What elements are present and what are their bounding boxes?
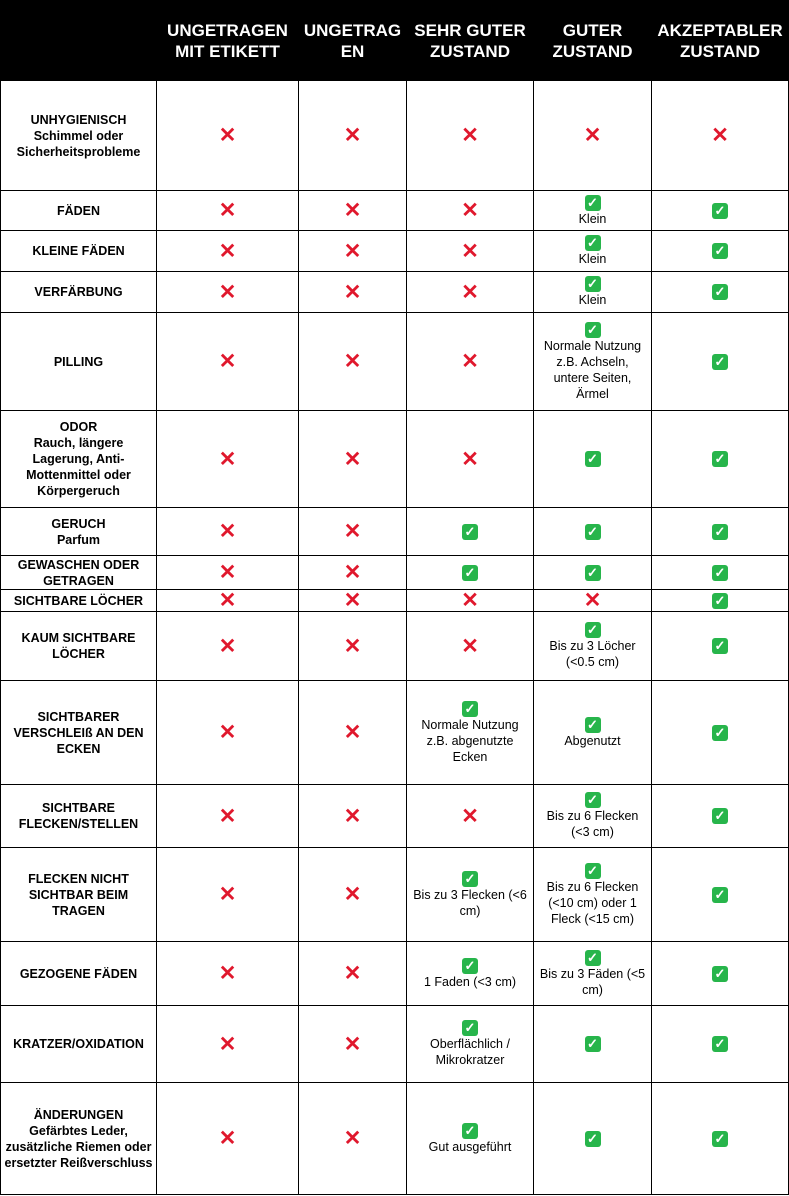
status-cell [299,681,407,785]
row-label-title: KLEINE FÄDEN [32,244,125,258]
status-cell [652,411,789,508]
cross-icon: ✕ [461,804,479,828]
cross-icon: ✕ [218,962,237,985]
check-icon: ✓ [462,958,478,974]
row-label-title: ODOR [59,420,98,434]
status-cell [407,411,534,508]
status-note: Normale Nutzung z.B. Achseln, untere Seiten, Ärmel [543,338,642,401]
row-label-title: GERUCH [51,516,106,531]
status-note: Bis zu 6 Flecken (<3 cm) [546,809,639,840]
row-label-title: SICHTBARE LÖCHER [13,593,144,608]
status-cell [299,508,407,556]
table-row [1,590,789,612]
check-icon: ✓ [712,203,728,219]
status-cell [407,612,534,681]
status-cell [407,942,534,1006]
table-row [1,785,789,848]
status-cell [534,1083,652,1195]
table-row [1,272,789,313]
status-cell [652,556,789,590]
status-cell [652,942,789,1006]
status-cell [157,590,299,612]
cross-icon: ✕ [343,280,362,304]
status-cell [157,191,299,231]
status-cell [534,681,652,785]
status-cell [299,1083,407,1195]
cross-icon: ✕ [218,883,237,906]
status-cell [157,848,299,942]
status-cell [299,612,407,681]
status-cell [299,556,407,590]
table-row [1,556,789,590]
cross-icon: ✕ [343,124,362,147]
status-cell [407,785,534,848]
status-note: Klein [578,211,607,226]
check-icon: ✓ [585,451,601,467]
check-icon: ✓ [585,565,601,581]
check-icon: ✓ [585,792,601,808]
status-cell [157,411,299,508]
status-cell [407,848,534,942]
status-cell [157,681,299,785]
status-cell [534,942,652,1006]
status-note: Gut ausgeführt [428,1139,512,1154]
row-label [1,681,157,785]
check-icon: ✓ [712,243,728,259]
row-label-subtitle: Gefärbtes Leder, zusätzliche Riemen oder ersetzter Reißverschluss [4,1123,153,1170]
status-cell [299,313,407,411]
cross-icon: ✕ [343,520,362,543]
row-label [1,508,157,556]
row-label [1,81,157,191]
row-label [1,313,157,411]
status-cell [534,612,652,681]
row-label-title: KAUM SICHTBARE LÖCHER [21,631,136,661]
cross-icon: ✕ [343,561,362,584]
row-label-subtitle: Parfum [56,532,101,547]
row-label [1,848,157,942]
status-cell [534,272,652,313]
check-icon: ✓ [712,887,728,903]
status-note: Oberflächlich / Mikrokratzer [430,1037,510,1068]
row-label [1,612,157,681]
row-label [1,1083,157,1195]
cross-icon: ✕ [461,589,479,612]
check-icon: ✓ [585,863,601,879]
status-cell [652,612,789,681]
status-cell [652,848,789,942]
status-cell [652,681,789,785]
status-cell [652,590,789,612]
cross-icon: ✕ [343,1032,362,1056]
check-icon: ✓ [585,717,601,733]
cross-icon: ✕ [343,962,362,985]
status-cell [157,81,299,191]
status-note: Klein [578,293,607,308]
check-icon: ✓ [585,235,601,251]
status-cell [534,590,652,612]
row-label-title: FÄDEN [56,203,101,218]
row-label [1,590,157,612]
row-label [1,411,157,508]
cross-icon: ✕ [218,124,237,147]
check-icon: ✓ [585,322,601,338]
check-icon: ✓ [712,565,728,581]
status-cell [299,942,407,1006]
cross-icon: ✕ [218,447,237,471]
status-cell [157,508,299,556]
status-cell [157,231,299,272]
cross-icon: ✕ [343,447,362,471]
status-cell [299,590,407,612]
table-row [1,1083,789,1195]
table-row [1,508,789,556]
check-icon: ✓ [585,950,601,966]
check-icon: ✓ [462,871,478,887]
table-row [1,942,789,1006]
header-good: GUTER ZUSTAND [534,1,652,81]
cross-icon: ✕ [461,634,479,658]
status-note: Bis zu 3 Löcher (<0.5 cm) [549,639,636,670]
row-label [1,272,157,313]
status-cell [407,81,534,191]
status-note: Abgenutzt [564,733,621,748]
row-label-subtitle: Schimmel oder Sicherheitsprobleme [16,128,141,159]
status-cell [157,785,299,848]
row-label-title: UNHYGIENISCH [30,112,127,127]
status-cell [652,272,789,313]
table-row [1,848,789,942]
check-icon: ✓ [712,451,728,467]
table-row [1,231,789,272]
status-cell [407,1083,534,1195]
cross-icon: ✕ [218,1127,237,1150]
cross-icon: ✕ [583,589,602,612]
status-cell [652,1083,789,1195]
status-cell [534,848,652,942]
row-label [1,1006,157,1083]
cross-icon: ✕ [343,199,362,222]
check-icon: ✓ [712,524,728,540]
table-row [1,612,789,681]
status-cell [534,508,652,556]
cross-icon: ✕ [461,199,479,222]
row-label-title: GEZOGENE FÄDEN [19,966,138,981]
cross-icon: ✕ [461,239,479,263]
row-label-title: FLECKEN NICHT SICHTBAR BEIM TRAGEN [28,871,129,918]
status-cell [407,231,534,272]
cross-icon: ✕ [218,239,237,263]
status-cell [299,191,407,231]
status-note: Bis zu 3 Fäden (<5 cm) [539,966,646,997]
status-cell [534,231,652,272]
cross-icon: ✕ [343,634,362,658]
status-cell [299,231,407,272]
status-cell [534,313,652,411]
status-cell [407,1006,534,1083]
status-cell [299,272,407,313]
status-cell [407,191,534,231]
table-body [1,81,789,1195]
status-cell [157,556,299,590]
header-acceptable: AKZEPTABLER ZUSTAND [652,1,789,81]
status-cell [407,272,534,313]
status-note: 1 Faden (<3 cm) [423,974,517,989]
check-icon: ✓ [712,593,728,609]
status-cell [534,785,652,848]
row-label-title: VERFÄRBUNG [34,285,123,299]
check-icon: ✓ [585,622,601,638]
status-cell [157,1006,299,1083]
status-cell [299,848,407,942]
cross-icon: ✕ [461,447,479,471]
check-icon: ✓ [585,195,601,211]
cross-icon: ✕ [218,520,237,543]
check-icon: ✓ [712,1131,728,1147]
cross-icon: ✕ [343,239,362,263]
cross-icon: ✕ [218,721,237,744]
check-icon: ✓ [712,808,728,824]
cross-icon: ✕ [583,124,602,147]
cross-icon: ✕ [218,561,237,584]
cross-icon: ✕ [218,634,237,658]
status-cell [534,191,652,231]
cross-icon: ✕ [218,280,237,304]
status-cell [407,590,534,612]
row-label [1,556,157,590]
check-icon: ✓ [462,1020,478,1036]
table-row [1,411,789,508]
cross-icon: ✕ [218,804,237,828]
table-row [1,681,789,785]
status-cell [652,785,789,848]
row-label [1,785,157,848]
check-icon: ✓ [462,701,478,717]
status-cell [407,508,534,556]
status-cell [157,612,299,681]
status-note: Klein [578,252,607,267]
status-cell [534,411,652,508]
header-unworn: UNGETRAG EN [299,1,407,81]
cross-icon: ✕ [343,721,362,744]
cross-icon: ✕ [343,804,362,828]
status-cell [157,942,299,1006]
status-cell [652,1006,789,1083]
check-icon: ✓ [712,284,728,300]
status-cell [407,556,534,590]
row-label-title: SICHTBARE FLECKEN/STELLEN [18,801,139,831]
cross-icon: ✕ [218,1032,237,1056]
row-label [1,231,157,272]
header-blank [1,1,157,81]
check-icon: ✓ [712,354,728,370]
row-label-title: SICHTBARER VERSCHLEIß AN DEN ECKEN [13,709,144,756]
status-cell [407,681,534,785]
row-label-title: PILLING [53,354,104,369]
status-cell [299,785,407,848]
status-cell [299,1006,407,1083]
status-cell [157,1083,299,1195]
status-cell [534,556,652,590]
status-cell [534,81,652,191]
cross-icon: ✕ [218,589,237,612]
cross-icon: ✕ [711,124,729,147]
status-cell [299,411,407,508]
row-label-title: ÄNDERUNGEN [33,1107,124,1122]
table-row [1,313,789,411]
row-label-title: GEWASCHEN ODER GETRAGEN [17,557,140,588]
status-note: Normale Nutzung z.B. abgenutzte Ecken [421,717,519,764]
cross-icon: ✕ [343,350,362,373]
row-label-title: KRATZER/OXIDATION [13,1037,144,1051]
cross-icon: ✕ [218,350,237,373]
check-icon: ✓ [585,1036,601,1052]
row-label [1,942,157,1006]
row-label-subtitle: Rauch, längere Lagerung, Anti-Mottenmittel oder Körpergeruch [26,436,131,498]
cross-icon: ✕ [461,124,479,147]
check-icon: ✓ [712,966,728,982]
status-cell [534,1006,652,1083]
table-row [1,191,789,231]
status-cell [652,508,789,556]
status-note: Bis zu 6 Flecken (<10 cm) oder 1 Fleck (<15 cm) [546,879,639,926]
header-unworn-with-tag: UNGETRAGEN MIT ETIKETT [157,1,299,81]
status-cell [407,313,534,411]
row-label [1,191,157,231]
check-icon: ✓ [712,1036,728,1052]
check-icon: ✓ [462,524,478,540]
status-cell [157,272,299,313]
cross-icon: ✕ [343,883,362,906]
check-icon: ✓ [585,1131,601,1147]
status-cell [157,313,299,411]
cross-icon: ✕ [461,350,479,373]
check-icon: ✓ [585,276,601,292]
cross-icon: ✕ [343,1127,362,1150]
check-icon: ✓ [462,565,478,581]
check-icon: ✓ [712,638,728,654]
status-cell [652,231,789,272]
cross-icon: ✕ [461,280,479,304]
check-icon: ✓ [462,1123,478,1139]
cross-icon: ✕ [343,589,362,612]
status-cell [652,313,789,411]
header-row [1,1,789,81]
status-cell [652,81,789,191]
check-icon: ✓ [585,524,601,540]
status-note: Bis zu 3 Flecken (<6 cm) [413,887,527,918]
header-very-good: SEHR GUTER ZUSTAND [407,1,534,81]
status-cell [652,191,789,231]
table-row [1,81,789,191]
status-cell [299,81,407,191]
check-icon: ✓ [712,725,728,741]
table-row [1,1006,789,1083]
cross-icon: ✕ [218,199,237,222]
